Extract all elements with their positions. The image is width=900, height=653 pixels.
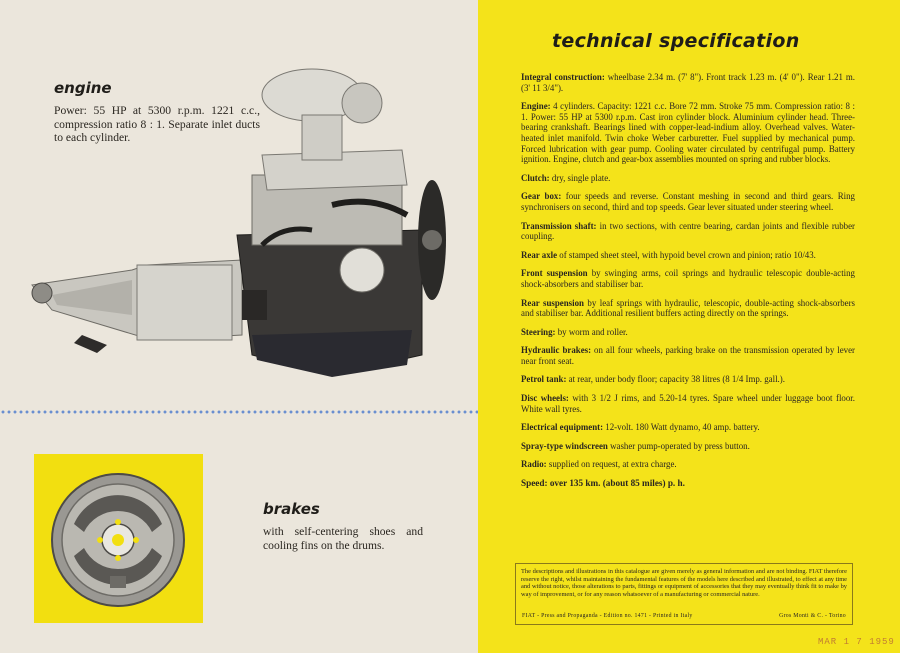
spec-text: by worm and roller. [555, 326, 628, 337]
spec-text: of stamped sheet steel, with hypoid bevel crown and pinion; ratio 10/43. [557, 249, 816, 260]
spec-label: Spray-type windscreen [521, 440, 608, 451]
spec-label: Hydraulic brakes: [521, 345, 592, 356]
spec-item [521, 101, 855, 165]
spec-item [521, 327, 855, 338]
spec-text: with 3 1/2 J rims, and 5.20-14 tyres. Spare wheel under luggage boot floor. White wall tyres. [521, 393, 855, 414]
spec-text: wheelbase 2.34 m. (7' 8"). Front track 1.23 m. (4' 0"). Rear 1.21 m. (3' 11 3/4"). [521, 72, 855, 93]
spec-text: 4 cylinders. Capacity: 1221 c.c. Bore 72 mm. Stroke 75 mm. Compression ratio: 8 : 1. Power: 55 HP at 5300 r.p.m. Cast iron cylinder block. Aluminium cylinder head. Three-bearing crankshaft. Bearings lined with copper-lead-indium alloy. Overhead valves. Water-heated inlet manifold. Twin choke Weber carburetter. Fuel supplied by mechanical pump. Forced lubrication with gear pump. Cooling water circulated by centrifugal pump. Battery ignition. Engine, clutch and gear-box assemblies mounted on spring and rubber blocks. [521, 101, 855, 165]
dotted-divider [0, 410, 478, 414]
disclaimer-box [515, 563, 853, 625]
spec-text: by leaf springs with hydraulic, telescopic, double-acting shock-absorbers and stabiliser bar. Additional resilient buffers acting directly on the springs. [521, 297, 856, 319]
spec-item [521, 72, 855, 93]
spec-item [521, 374, 855, 385]
spec-label: Clutch: [521, 172, 550, 183]
spec-text: by swinging arms, coil springs and hydraulic telescopic double-acting shock-absorbers and stabiliser bar. [521, 268, 855, 289]
spec-text: 12-volt. 180 Watt dynamo, 40 amp. battery. [603, 422, 760, 433]
disclaimer-text: The descriptions and illustrations in this catalogue are given merely as general information and are not binding. FIAT therefore reserve the right, whilst maintaining the fundamental features of the models here described and illustrated, to effect at any time and without notice, those alterations to parts, fittings or equipment of accessories that they may eventually think fit to make by way of improvement, or for any reason whatsoever of a manufacturing or commercial nature. [521, 568, 847, 598]
spec-item [521, 422, 855, 433]
spec-label: Disc wheels: [521, 393, 569, 404]
brakes-heading: brakes [263, 500, 320, 518]
spec-text: supplied on request, at extra charge. [546, 459, 677, 470]
disclaimer-footer-right: Gros Monti & C. - Torino [779, 613, 846, 620]
spec-text: four speeds and reverse. Constant meshing in second and third gears. Ring synchronisers on second, third and top speeds. Gear lever situated under steering wheel. [521, 191, 855, 212]
brake-drum-illustration [34, 454, 203, 623]
engine-illustration [12, 55, 472, 385]
spec-label: Integral construction: [521, 72, 605, 82]
engine-description: Power: 55 HP at 5300 r.p.m. 1221 c.c., compression ratio 8 : 1. Separate inlet ducts to each cylinder. [54, 104, 260, 144]
spec-label: Rear axle [521, 249, 558, 260]
spec-label: Engine: [521, 101, 551, 112]
spec-item [521, 298, 855, 319]
brakes-description: with self-centering shoes and cooling fins on the drums. [263, 525, 423, 552]
date-stamp: MAR 1 7 1959 [818, 637, 895, 647]
spec-text: washer pump-operated by press button. [607, 440, 750, 451]
spec-text: at rear, under body floor; capacity 38 litres (8 1/4 Imp. gall.). [566, 374, 785, 385]
disclaimer-footer-left: FIAT - Press and Propaganda - Edition no. 1471 - Printed in Italy [522, 613, 693, 620]
engine-heading: engine [54, 79, 112, 97]
spec-item [521, 173, 855, 184]
spec-label: Electrical equipment: [521, 422, 604, 433]
spec-text: on all four wheels, parking brake on the transmission operated by lever near front seat. [521, 345, 855, 366]
spec-label: Transmission shaft: [521, 220, 597, 231]
spec-item [521, 191, 855, 212]
spec-label: Gear box: [521, 191, 562, 202]
spec-label: Radio: [521, 459, 547, 470]
spec-item [521, 459, 855, 470]
spec-item [521, 221, 855, 242]
spec-item [521, 441, 855, 452]
spec-text: dry, single plate. [549, 172, 611, 183]
spec-item [521, 250, 855, 261]
spec-label: Petrol tank: [521, 374, 567, 385]
spec-item [521, 268, 855, 289]
spec-item [521, 393, 855, 414]
spec-speed: Speed: over 135 km. (about 85 miles) p. h. [521, 478, 685, 489]
spec-label: Rear suspension [521, 297, 584, 308]
spec-label: Steering: [521, 326, 556, 337]
spec-title: technical specification [552, 30, 800, 52]
spec-list [521, 72, 855, 489]
spec-text: in two sections, with centre bearing, cardan joints and flexible rubber coupling. [521, 220, 855, 242]
brake-photo-box [34, 454, 203, 623]
spec-item [521, 345, 855, 366]
spec-label: Front suspension [521, 268, 588, 279]
